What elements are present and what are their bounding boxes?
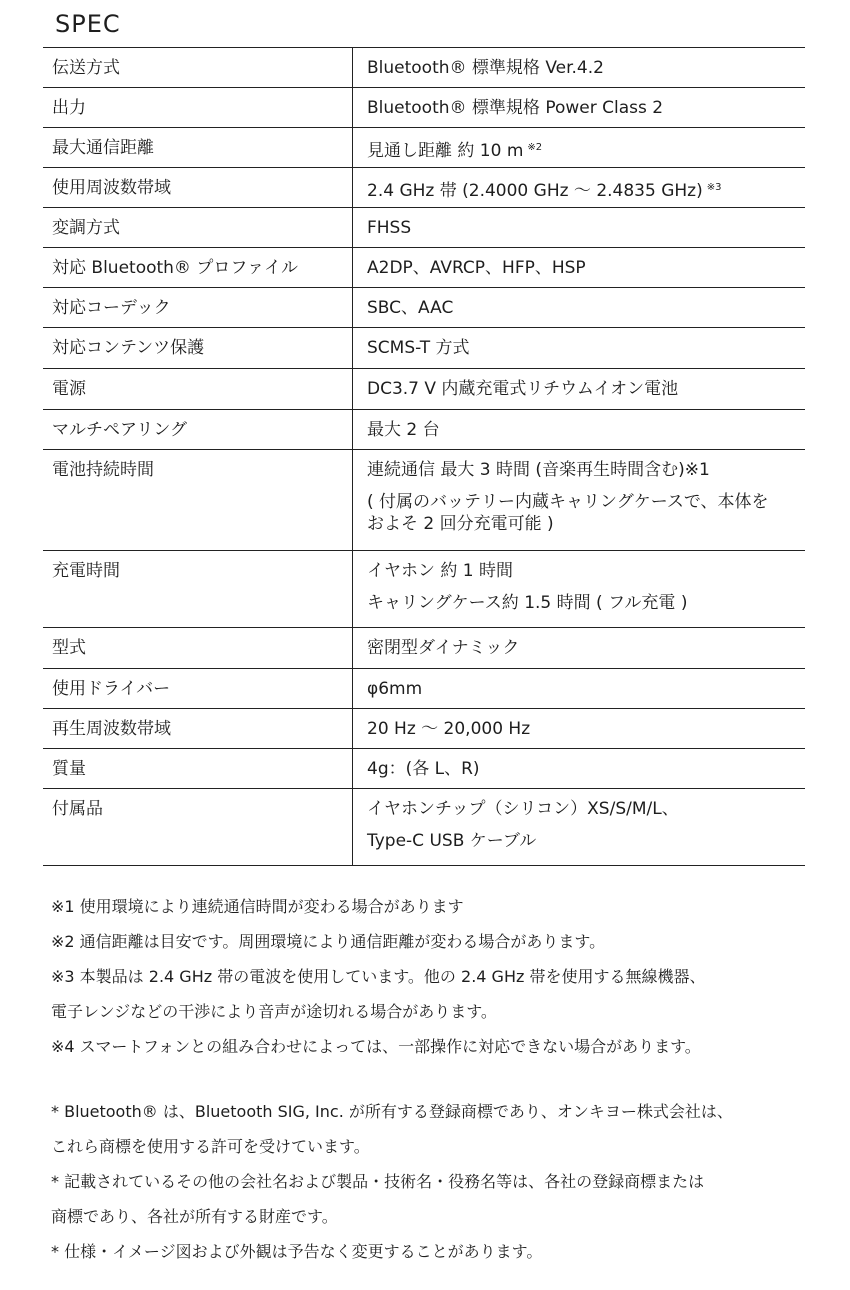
value-line: SCMS-T 方式 [367,338,470,358]
row-value [353,628,806,669]
value-line: FHSS [367,218,412,238]
footnotes [51,889,705,1064]
value-line: 20 Hz ～ 20,000 Hz [367,719,531,739]
value-line: 4g：(各 L、R) [367,759,480,779]
row-label: 対応コンテンツ保護 [43,328,353,369]
trademark-text: 商標であり、各社が所有する財産です。 [51,1207,338,1226]
row-label: 使用ドライバー [43,669,353,709]
table-row [43,628,805,669]
table-row [43,88,805,128]
value-line: キャリングケース約 1.5 時間 ( フル充電 ) [367,593,688,613]
footnote-text: ※4 スマートフォンとの組み合わせによっては、一部操作に対応できない場合があります。 [51,1037,701,1056]
table-row [43,551,805,628]
table-row [43,709,805,749]
trademark-notes [51,1094,733,1269]
footnote-mark: ※2 [527,142,543,153]
table-row [43,369,805,410]
table-row [43,168,805,208]
row-value [353,328,806,369]
row-value [353,789,806,866]
value-text: 2.4 GHz 帯 (2.4000 GHz ～ 2.4835 GHz) [367,181,703,201]
table-row [43,450,805,551]
row-value [353,709,806,749]
table-row [43,48,805,88]
table-row [43,749,805,789]
value-line: イヤホン 約 1 時間 [367,561,514,581]
row-label: 対応 Bluetooth® プロファイル [43,248,353,288]
row-value [353,168,806,208]
value-line: 最大 2 台 [367,420,440,440]
row-label: 使用周波数帯域 [43,168,353,208]
value-line: Type-C USB ケーブル [367,831,537,851]
table-row [43,789,805,866]
value-line: SBC、AAC [367,298,454,318]
table-row [43,208,805,248]
footnote-text: ※1 使用環境により連続通信時間が変わる場合があります [51,897,464,916]
value-line: 密閉型ダイナミック [367,638,520,658]
row-label: 変調方式 [43,208,353,248]
row-value [353,669,806,709]
row-label: 対応コーデック [43,288,353,328]
value-line: およそ 2 回分充電可能 ) [367,514,554,534]
table-row [43,410,805,450]
footnote-text: 電子レンジなどの干渉により音声が途切れる場合があります。 [51,1002,497,1021]
value-line: Bluetooth® 標準規格 Ver.4.2 [367,58,604,78]
value-line: ( 付属のバッテリー内蔵キャリングケースで、本体を [367,492,769,512]
row-value [353,88,806,128]
trademark-text: * 仕様・イメージ図および外観は予告なく変更することがあります。 [51,1242,543,1261]
row-label: 再生周波数帯域 [43,709,353,749]
value-line: A2DP、AVRCP、HFP、HSP [367,258,586,278]
trademark-text: * 記載されているその他の会社名および製品・技術名・役務名等は、各社の登録商標または [51,1172,705,1191]
row-label: 電池持続時間 [43,450,353,551]
row-value [353,749,806,789]
table-row [43,128,805,168]
trademark-text: * Bluetooth® は、Bluetooth SIG, Inc. が所有する登録商標であり、オンキヨー株式会社は、 [51,1102,733,1121]
value-line: Bluetooth® 標準規格 Power Class 2 [367,98,664,118]
value-line: 連続通信 最大 3 時間 (音楽再生時間含む)※1 [367,460,710,480]
table-row [43,669,805,709]
row-label: 出力 [43,88,353,128]
page-title: SPEC [55,10,121,38]
row-value [353,369,806,410]
value-line [367,138,805,161]
row-label: 型式 [43,628,353,669]
row-label: 電源 [43,369,353,410]
footnote-mark: ※3 [706,182,722,193]
value-line: イヤホンチップ（シリコン）XS/S/M/L、 [367,799,679,819]
value-text: 見通し距離 約 10 m [367,141,524,161]
footnote-text: ※2 通信距離は目安です。周囲環境により通信距離が変わる場合があります。 [51,932,606,951]
row-label: 質量 [43,749,353,789]
row-value [353,410,806,450]
row-value [353,248,806,288]
value-line: DC3.7 V 内蔵充電式リチウムイオン電池 [367,379,679,399]
table-row [43,328,805,369]
row-value [353,48,806,88]
row-label: 付属品 [43,789,353,866]
row-label: 充電時間 [43,551,353,628]
row-label: 伝送方式 [43,48,353,88]
row-value [353,450,806,551]
footnote-text: ※3 本製品は 2.4 GHz 帯の電波を使用しています。他の 2.4 GHz 帯を使用する無線機器、 [51,967,706,986]
value-line: φ6mm [367,679,423,699]
trademark-text: これら商標を使用する許可を受けています。 [51,1137,370,1156]
table-row [43,288,805,328]
table-row [43,248,805,288]
row-value [353,551,806,628]
row-value [353,288,806,328]
row-label: マルチペアリング [43,410,353,450]
value-line [367,178,805,201]
row-value [353,208,806,248]
row-value [353,128,806,168]
spec-table [43,47,805,866]
row-label: 最大通信距離 [43,128,353,168]
